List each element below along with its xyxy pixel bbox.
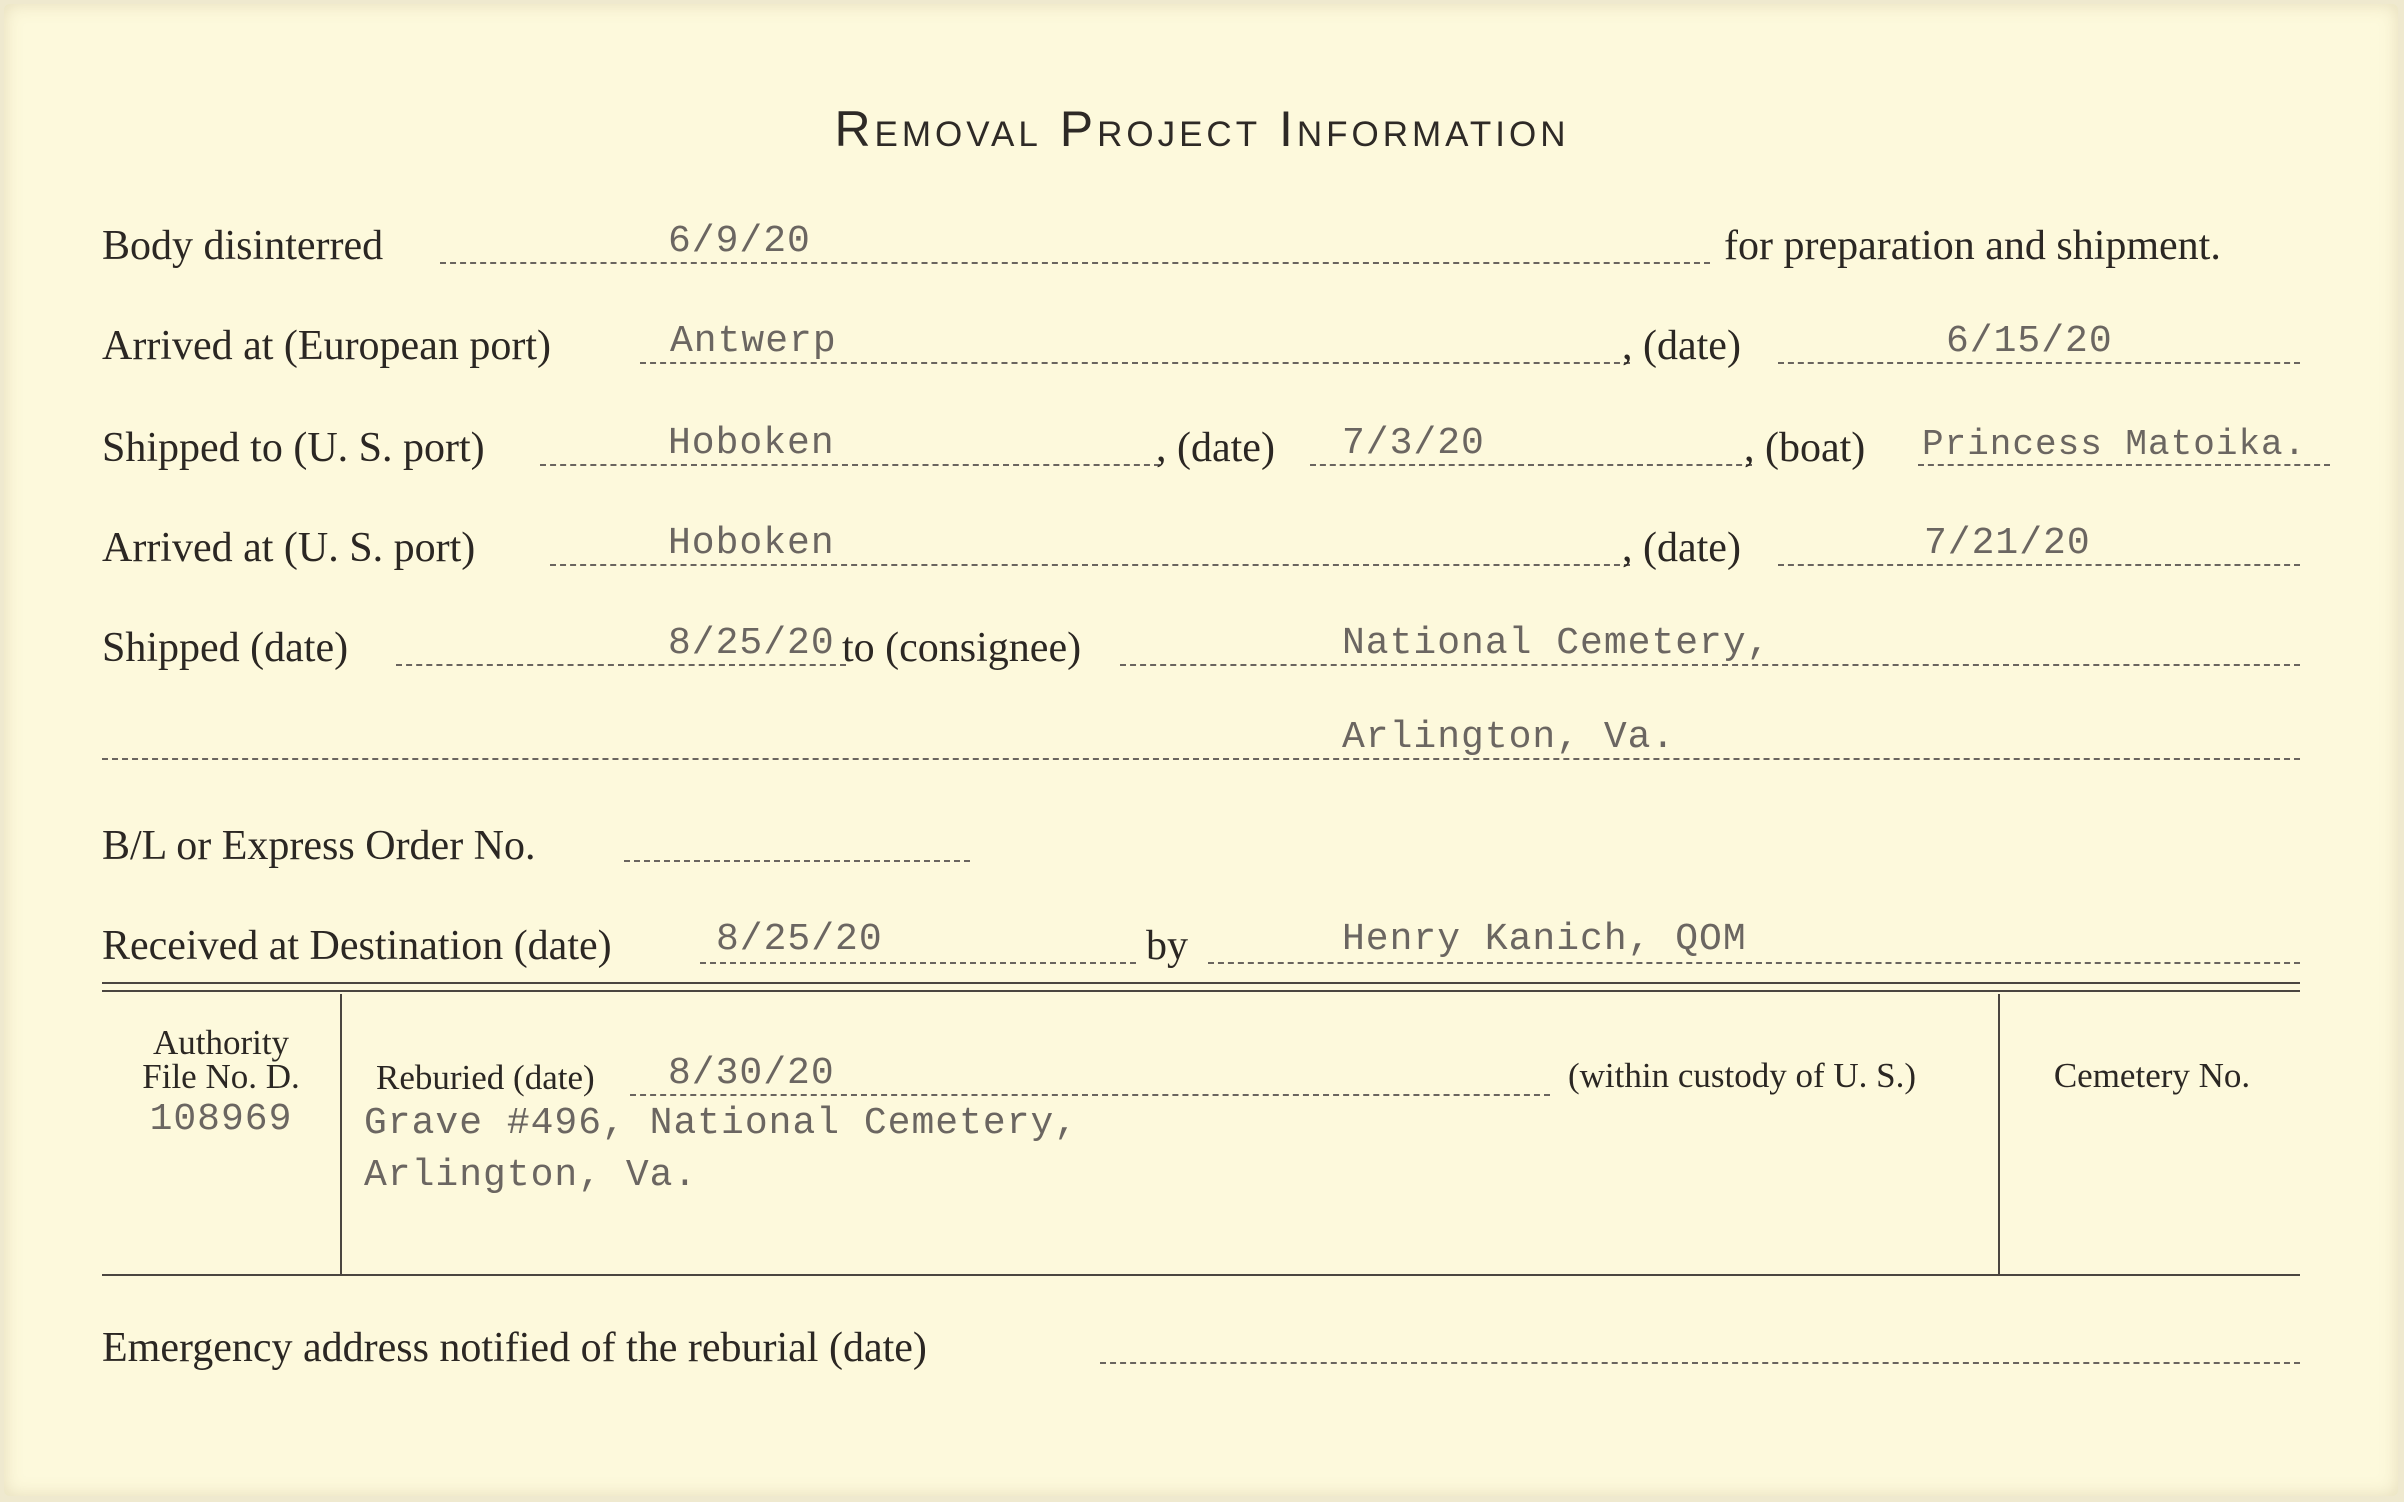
page-title: Removal Project Information — [834, 101, 1570, 157]
shipped-to-us-label: Shipped to (U. S. port) — [102, 425, 485, 471]
consignee-line-2 — [102, 758, 2300, 760]
shipped-to-us-port-line — [540, 464, 1160, 466]
arrived-us-date-label: , (date) — [1622, 525, 1741, 571]
box-divider-right — [1998, 994, 2000, 1274]
shipped-to-us-boat-label: , (boat) — [1744, 425, 1866, 471]
received-date-line — [700, 962, 1136, 964]
grave-location-line-2: Arlington, Va. — [364, 1154, 698, 1197]
grave-location-line-1: Grave #496, National Cemetery, — [364, 1102, 1079, 1145]
consignee-name: National Cemetery, — [1342, 622, 1771, 665]
arrived-european-label: Arrived at (European port) — [102, 323, 551, 369]
received-label: Received at Destination (date) — [102, 923, 612, 969]
emergency-label: Emergency address notified of the reburial (date) — [102, 1325, 927, 1371]
reburied-label: Reburied (date) — [376, 1058, 595, 1097]
arrived-us-port: Hoboken — [668, 522, 835, 565]
shipped-to-us-boat: Princess Matoika. — [1922, 424, 2307, 465]
authority-label-2: File No. D. — [142, 1057, 300, 1096]
received-by: Henry Kanich, QOM — [1342, 918, 1747, 961]
received-date: 8/25/20 — [716, 918, 883, 961]
shipped-to-us-date: 7/3/20 — [1342, 422, 1485, 465]
body-disinterred-suffix: for preparation and shipment. — [1724, 223, 2221, 269]
shipped-to-us-date-label: , (date) — [1156, 425, 1275, 471]
received-by-label: by — [1146, 923, 1188, 969]
emergency-line — [1100, 1362, 2300, 1364]
box-divider-left — [340, 994, 342, 1274]
arrived-european-date: 6/15/20 — [1946, 320, 2113, 363]
shipped-to-us-port: Hoboken — [668, 422, 835, 465]
authority-file-number: 108969 — [149, 1098, 293, 1141]
custody-label: (within custody of U. S.) — [1568, 1056, 1917, 1095]
body-disinterred-date: 6/9/20 — [668, 220, 811, 263]
consignee-location: Arlington, Va. — [1342, 716, 1676, 759]
bl-order-line — [624, 860, 970, 862]
arrived-european-date-label: , (date) — [1622, 323, 1741, 369]
consignee-label: to (consignee) — [842, 625, 1082, 671]
box-top-rule-2 — [102, 990, 2300, 992]
shipped-date: 8/25/20 — [668, 622, 835, 665]
arrived-european-port: Antwerp — [670, 320, 837, 363]
body-disinterred-line — [440, 262, 1710, 264]
arrived-us-date: 7/21/20 — [1924, 522, 2091, 565]
shipped-date-label: Shipped (date) — [102, 625, 349, 671]
bl-order-label: B/L or Express Order No. — [102, 823, 536, 869]
body-disinterred-label: Body disinterred — [102, 223, 384, 269]
arrived-us-label: Arrived at (U. S. port) — [102, 525, 476, 571]
box-bottom-rule — [102, 1274, 2300, 1276]
received-by-line — [1208, 962, 2300, 964]
cemetery-no-label: Cemetery No. — [2053, 1056, 2251, 1095]
box-top-rule-1 — [102, 982, 2300, 984]
authority-label-1: Authority — [152, 1023, 290, 1062]
reburied-date: 8/30/20 — [668, 1052, 835, 1095]
